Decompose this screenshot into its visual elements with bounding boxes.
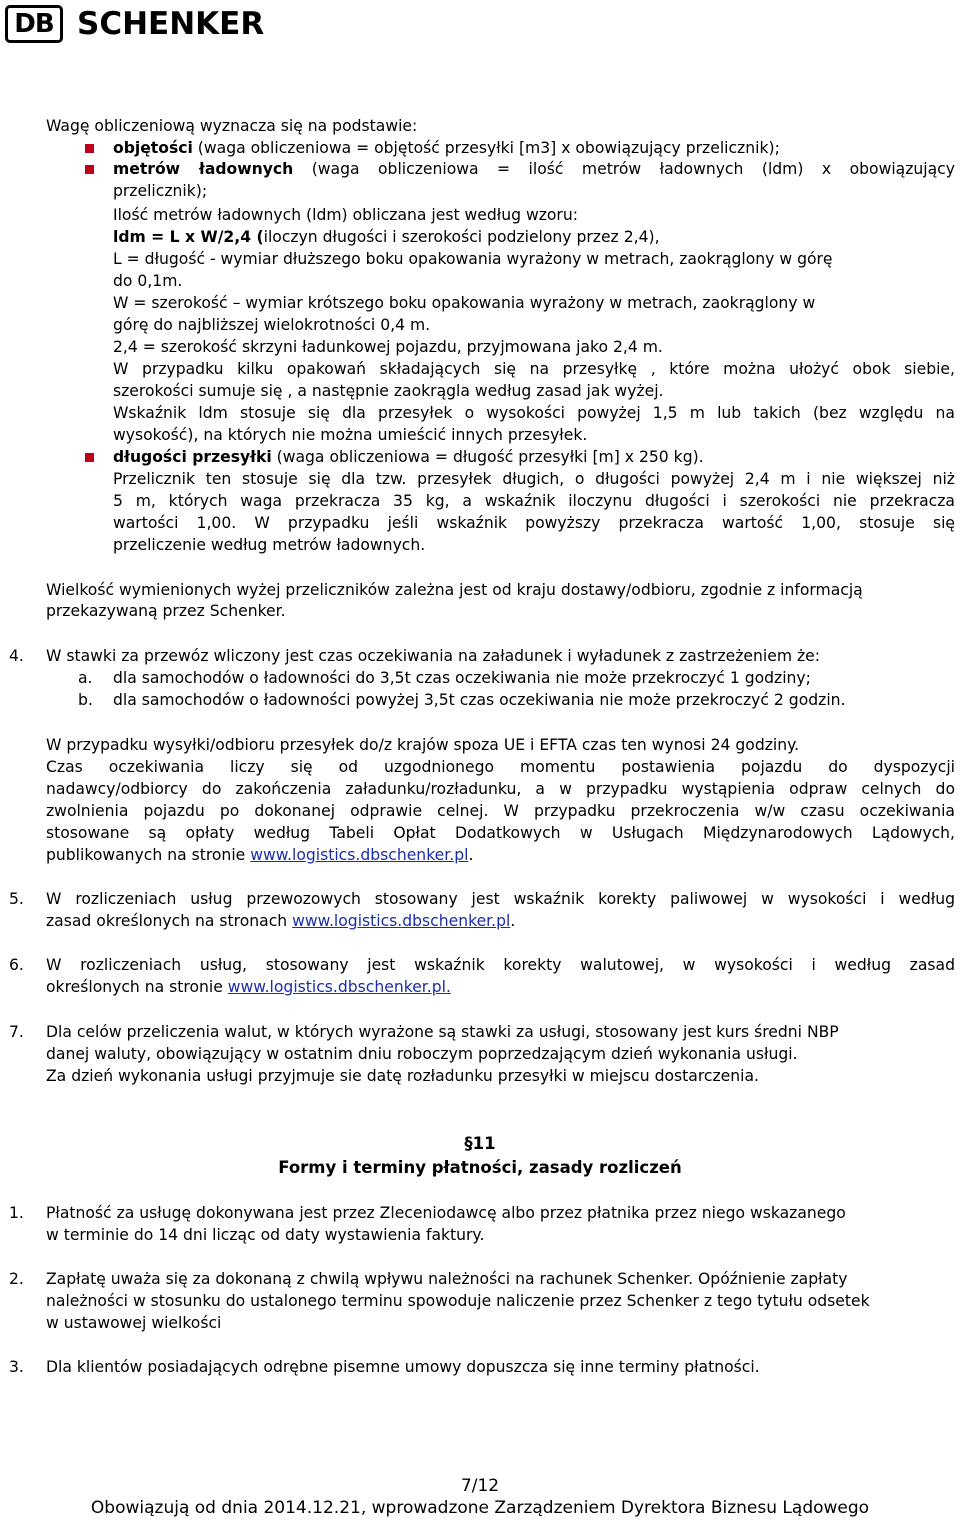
- point4-c2: Czas oczekiwania liczy się od uzgodnionego momentu postawienia pojazdu do dyspozycji: [46, 758, 955, 776]
- bullet-volume-rest: (waga obliczeniowa = objętość przesyłki [m3] x obowiązujący przelicznik);: [192, 139, 780, 157]
- list-label: a.: [78, 669, 93, 687]
- dbschenker-link[interactable]: www.logistics.dbschenker.pl: [250, 846, 469, 864]
- payment-point1: Płatność za usługę dokonywana jest przez Zleceniodawcę albo przez płatnika przez niego wskazanego: [46, 1204, 846, 1222]
- bullet-ldm-rest: (waga obliczeniowa = ilość metrów ładownych (ldm) x obowiązujący: [293, 160, 955, 178]
- ldm-formula-intro: Ilość metrów ładownych (ldm) obliczana jest według wzoru:: [113, 206, 578, 224]
- point4-a: dla samochodów o ładowności do 3,5t czas oczekiwania nie może przekroczyć 1 godziny;: [113, 669, 811, 687]
- bullet-length: [113, 447, 704, 467]
- point5-l2-text: zasad określonych na stronach: [46, 912, 293, 930]
- bullet-length-l3: 5 m, których waga przekracza 35 kg, a wskaźnik iloczynu długości i szerokości nie przekracza: [113, 492, 955, 510]
- bullet-square: [85, 453, 94, 462]
- bullet-length-l5: przeliczenie według metrów ładownych.: [113, 536, 426, 554]
- point5-l2-end: .: [510, 912, 516, 930]
- payment-point2-cont2: w ustawowej wielkości: [46, 1314, 222, 1332]
- bullet-ldm-bold: metrów ładownych: [113, 160, 294, 178]
- point-number: 1.: [9, 1204, 24, 1222]
- point7-text: Dla celów przeliczenia walut, w których wyrażone są stawki za usługi, stosowany jest kurs średni NBP: [46, 1023, 839, 1041]
- bullet-ldm-cont: przelicznik);: [113, 182, 208, 200]
- point7-text-l2: danej waluty, obowiązujący w ostatnim dniu roboczym poprzedzającym dzień wykonania usługi.: [46, 1045, 798, 1063]
- intro-text: Wagę obliczeniową wyznacza się na podstawie:: [46, 117, 418, 135]
- point-number: 6.: [9, 956, 24, 974]
- point4-b: dla samochodów o ładowności powyżej 3,5t czas oczekiwania nie może przekroczyć 2 godzin.: [113, 691, 846, 709]
- point4-c6-text: publikowanych na stronie: [46, 846, 251, 864]
- ldm-formula: [113, 227, 660, 247]
- section-number: §11: [464, 1134, 496, 1153]
- conversion-note-cont: przekazywaną przez Schenker.: [46, 602, 286, 620]
- bullet-ldm: [113, 159, 955, 179]
- ldm-applies-cont: wysokość), na których nie można umieścić innych przesyłek.: [113, 426, 588, 444]
- payment-point2-cont: należności w stosunku do ustalonego terminu spowoduje naliczenie przez Schenker z tego tytułu odsetek: [46, 1292, 870, 1310]
- point4-text: W stawki za przewóz wliczony jest czas oczekiwania na załadunek i wyładunek z zastrzeżeniem że:: [46, 647, 821, 665]
- payment-point1-cont: w terminie do 14 dni licząc od daty wystawienia faktury.: [46, 1226, 485, 1244]
- ldm-width-def: W = szerokość – wymiar krótszego boku opakowania wyrażony w metrach, zaokrąglony w: [113, 294, 816, 312]
- bullet-length-l4: wartości 1,00. W przypadku jeśli wskaźnik powyższy przekracza wartość 1,00, stosuje się: [113, 514, 955, 532]
- point-number: 7.: [9, 1023, 24, 1041]
- ldm-truck-width-def: 2,4 = szerokość skrzyni ładunkowej pojazdu, przyjmowana jako 2,4 m.: [113, 338, 663, 356]
- db-schenker-logo: [5, 3, 264, 45]
- ldm-width-def-cont: górę do najbliższej wielokrotności 0,4 m.: [113, 316, 431, 334]
- ldm-length-def: L = długość - wymiar dłuższego boku opakowania wyrażony w metrach, zaokrąglony w górę: [113, 250, 833, 268]
- bullet-length-l2: Przelicznik ten stosuje się dla tzw. przesyłek długich, o długości powyżej 2,4 m i nie większej niż: [113, 470, 955, 488]
- dbschenker-link[interactable]: www.logistics.dbschenker.pl.: [227, 978, 451, 996]
- point-number: 3.: [9, 1358, 24, 1376]
- bullet-volume-bold: objętości: [113, 139, 193, 157]
- point6-l2-text: określonych na stronie: [46, 978, 228, 996]
- point6-text: W rozliczeniach usług, stosowany jest wskaźnik korekty walutowej, w wysokości i według zasad: [46, 956, 955, 974]
- footer-note: Obowiązują od dnia 2014.12.21, wprowadzone Zarządzeniem Dyrektora Biznesu Lądowego: [90, 1498, 870, 1518]
- ldm-length-def-cont: do 0,1m.: [113, 272, 183, 290]
- point5-text: W rozliczeniach usług przewozowych stosowany jest wskaźnik korekty paliwowej w wysokości i według: [46, 890, 955, 908]
- ldm-applies: Wskaźnik ldm stosuje się dla przesyłek o wysokości powyżej 1,5 m lub takich (bez względu na: [113, 404, 955, 422]
- point4-c6: [46, 845, 473, 865]
- point5-text-cont: [46, 911, 515, 931]
- ldm-formula-rest: iloczyn długości i szerokości podzielony przez 2,4),: [263, 228, 660, 246]
- bullet-square: [85, 165, 94, 174]
- point-number: 5.: [9, 890, 24, 908]
- list-label: b.: [78, 691, 93, 709]
- db-logo-box: DB: [5, 5, 63, 43]
- point4-c3: nadawcy/odbiorcy do zakończenia załadunku/rozładunku, a w przypadku wystąpienia odpraw celnych do: [46, 780, 955, 798]
- schenker-wordmark: SCHENKER: [77, 6, 265, 42]
- page-number: 7/12: [460, 1476, 500, 1496]
- conversion-note: Wielkość wymienionych wyżej przeliczników zależna jest od kraju dostawy/odbioru, zgodnie z informacją: [46, 581, 863, 599]
- dbschenker-link[interactable]: www.logistics.dbschenker.pl: [292, 912, 511, 930]
- point4-c6-end: .: [468, 846, 474, 864]
- point6-text-cont: [46, 977, 451, 997]
- ldm-multiple-packages-cont: szerokości sumuje się , a następnie zaokrągla według zasad jak wyżej.: [113, 382, 664, 400]
- point4-c5: stosowane są opłaty według Tabeli Opłat Dodatkowych w Usługach Międzynarodowych Lądowych,: [46, 824, 955, 842]
- point-number: 4.: [9, 647, 24, 665]
- ldm-multiple-packages: W przypadku kilku opakowań składających się na przesyłkę , które można ułożyć obok siebie,: [113, 360, 955, 378]
- bullet-length-rest: (waga obliczeniowa = długość przesyłki [m] x 250 kg).: [271, 448, 704, 466]
- point7-text-l3: Za dzień wykonania usługi przyjmuje sie datę rozładunku przesyłki w miejscu dostarczenia.: [46, 1067, 759, 1085]
- section-title: Formy i terminy płatności, zasady rozliczeń: [278, 1158, 682, 1177]
- point4-c4: zwolnienia pojazdu po dokonanej odprawie celnej. W przypadku przekroczenia w/w czasu oczekiwania: [46, 802, 955, 820]
- bullet-volume: [113, 138, 780, 158]
- ldm-formula-bold: ldm = L x W/2,4 (: [113, 228, 264, 246]
- bullet-length-bold: długości przesyłki: [113, 448, 272, 466]
- payment-point3: Dla klientów posiadających odrębne pisemne umowy dopuszcza się inne terminy płatności.: [46, 1358, 760, 1376]
- point4-c1: W przypadku wysyłki/odbioru przesyłek do/z krajów spoza UE i EFTA czas ten wynosi 24 godziny.: [46, 736, 800, 754]
- point-number: 2.: [9, 1270, 24, 1288]
- bullet-square: [85, 144, 94, 153]
- payment-point2: Zapłatę uważa się za dokonaną z chwilą wpływu należności na rachunek Schenker. Opóźnienie zapłaty: [46, 1270, 848, 1288]
